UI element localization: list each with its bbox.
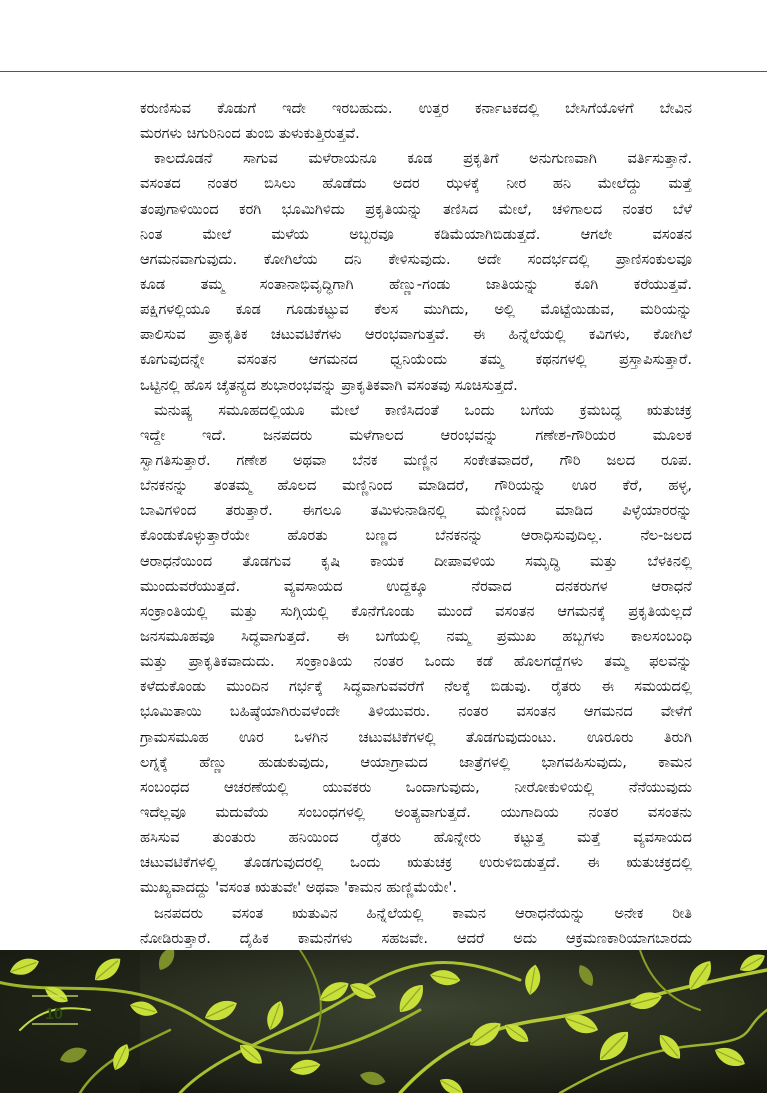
text-line: ಚಟುವಟಿಕೆಗಳಲ್ಲಿ ತೊಡಗುವುದರಲ್ಲಿ ಒಂದು ಋತುಚಕ್ರ ಉರುಳಿಬಿಡುತ್ತದೆ. ಈ ಋತುಚಕ್ರದಲ್ಲಿ (140, 854, 692, 872)
header-rule (0, 71, 767, 72)
text-line: ಕಳೆದುಕೊಂಡು ಮುಂದಿನ ಗರ್ಭಕ್ಕೆ ಸಿದ್ಧವಾಗುವವರೆಗೆ ನೆಲಕ್ಕೆ ಬಿಡುವು. ರೈತರು ಈ ಸಮಯದಲ್ಲಿ (140, 678, 692, 696)
text-line: ಒಟ್ಟಿನಲ್ಲಿ ಹೊಸ ಚೈತನ್ಯದ ಶುಭಾರಂಭವನ್ನು ಪ್ರಾಕೃತಿಕವಾಗಿ ವಸಂತವು ಸೂಚಿಸುತ್ತದೆ. (140, 376, 518, 394)
text-line: ಕೊಂಡುಕೊಳ್ಳುತ್ತಾರೆಯೇ ಹೊರತು ಬಣ್ಣದ ಬೆನಕನನ್ನು ಆರಾಧಿಸುವುದಿಲ್ಲ. ನೆಲ-ಜಲದ (140, 527, 692, 545)
text-line: ಮುಂದುವರೆಯುತ್ತದೆ. ವ್ಯವಸಾಯದ ಉದ್ದಕ್ಕೂ ನೆರವಾದ ದನಕರುಗಳ ಆರಾಧನೆ (140, 577, 692, 595)
page-number: 10 (45, 1006, 63, 1023)
text-line: ಇದ್ದೇ ಇದೆ. ಜನಪದರು ಮಳೆಗಾಲದ ಆರಂಭವನ್ನು ಗಣೇಶ-ಗೌರಿಯರ ಮೂಲಕ (140, 426, 692, 444)
paragraph-4 (140, 901, 692, 951)
text-line: ಕೂಡ ತಮ್ಮ ಸಂತಾನಾಭಿವೃದ್ಧಿಗಾಗಿ ಹೆಣ್ಣು-ಗಂಡು ಜಾತಿಯನ್ನು ಕೂಗಿ ಕರೆಯುತ್ತವೆ. (140, 275, 692, 293)
text-line: ಮತ್ತು ಪ್ರಾಕೃತಿಕವಾದುದು. ಸಂಕ್ರಾಂತಿಯ ನಂತರ ಒಂದು ಕಡೆ ಹೊಲಗದ್ದೆಗಳು ತಮ್ಮ ಫಲವನ್ನು (140, 653, 692, 671)
text-line: ಇದೆಲ್ಲವೂ ಮದುವೆಯ ಸಂಬಂಧಗಳಲ್ಲಿ ಅಂತ್ಯವಾಗುತ್ತದೆ. ಯುಗಾದಿಯ ನಂತರ ವಸಂತನು (140, 803, 692, 821)
text-line: ಕಾಲದೊಡನೆ ಸಾಗುವ ಮಳೆರಾಯನೂ ಕೂಡ ಪ್ರಕೃತಿಗೆ ಅನುಗುಣವಾಗಿ ವರ್ತಿಸುತ್ತಾನೆ. (154, 150, 692, 168)
paragraph-2 (140, 146, 692, 397)
text-line: ತಂಪುಗಾಳಿಯಿಂದ ಕರಗಿ ಭೂಮಿಗಿಳಿದು ಪ್ರಕೃತಿಯನ್ನು ತಣಿಸಿದ ಮೇಲೆ, ಚಳಿಗಾಲದ ನಂತರ ಬೆಳೆ (140, 200, 692, 218)
spring-foliage-photo (0, 950, 767, 1093)
text-line: ಬಾವಿಗಳಿಂದ ತರುತ್ತಾರೆ. ಈಗಲೂ ತಮಿಳುನಾಡಿನಲ್ಲಿ ಮಣ್ಣಿನಿಂದ ಮಾಡಿದ ಪಿಳ್ಳೆಯಾರರನ್ನು (140, 502, 692, 520)
text-line: ಆರಾಧನೆಯಿಂದ ತೊಡಗುವ ಕೃಷಿ ಕಾಯಕ ದೀಪಾವಳಿಯ ಸಮೃದ್ಧಿ ಮತ್ತು ಬೆಳಕಿನಲ್ಲಿ (140, 552, 692, 570)
text-line: ಸ್ವಾಗತಿಸುತ್ತಾರೆ. ಗಣೇಶ ಅಥವಾ ಬೆನಕ ಮಣ್ಣಿನ ಸಂಕೇತವಾದರೆ, ಗೌರಿ ಜಲದ ರೂಪ. (140, 451, 692, 469)
text-line: ಸಂಬಂಧದ ಆಚರಣೆಯಲ್ಲಿ ಯುವಕರು ಒಂದಾಗುವುದು, ನೀರೋಕುಳಿಯಲ್ಲಿ ನೆನೆಯುವುದು (140, 778, 692, 796)
text-line: ಕರುಣಿಸುವ ಕೊಡುಗೆ ಇದೇ ಇರಬಹುದು. ಉತ್ತರ ಕರ್ನಾಟಕದಲ್ಲಿ ಬೇಸಿಗೆಯೊಳಗೆ ಬೇವಿನ (140, 100, 692, 117)
text-line: ನೋಡಿರುತ್ತಾರೆ. ದೈಹಿಕ ಕಾಮನೆಗಳು ಸಹಜವೇ. ಆದರೆ ಅದು ಆಕ್ರಮಣಕಾರಿಯಾಗಬಾರದು (140, 929, 692, 947)
text-line: ವಸಂತದ ನಂತರ ಬಿಸಿಲು ಹೊಡೆದು ಅದರ ಝಳಕ್ಕೆ ನೀರ ಹನಿ ಮೇಲೆದ್ದು ಮತ್ತೆ (140, 175, 692, 193)
body-text (140, 96, 692, 951)
paragraph-1 (140, 96, 692, 146)
paragraph-3 (140, 398, 692, 901)
text-line: ಪಕ್ಷಿಗಳಲ್ಲಿಯೂ ಕೂಡ ಗೂಡುಕಟ್ಟುವ ಕೆಲಸ ಮುಗಿದು, ಅಲ್ಲಿ ಮೊಟ್ಟೆಯಿಡುವ, ಮರಿಯನ್ನು (140, 301, 692, 319)
text-line: ಕೂಗುವುದನ್ನೇ ವಸಂತನ ಆಗಮನದ ಧ್ವನಿಯೆಂದು ತಮ್ಮ ಕಥನಗಳಲ್ಲಿ ಪ್ರಸ್ತಾಪಿಸುತ್ತಾರೆ. (140, 351, 692, 369)
text-line: ಬೆನಕನನ್ನು ತಂತಮ್ಮ ಹೊಲದ ಮಣ್ಣಿನಿಂದ ಮಾಡಿದರೆ, ಗೌರಿಯನ್ನು ಊರ ಕೆರೆ, ಹಳ್ಳ, (140, 477, 692, 495)
text-line: ಲಗ್ನಕ್ಕೆ ಹೆಣ್ಣು ಹುಡುಕುವುದು, ಆಯಾಗ್ರಾಮದ ಜಾತ್ರೆಗಳಲ್ಲಿ ಭಾಗವಹಿಸುವುದು, ಕಾಮನ (140, 753, 692, 771)
text-line: ಮುಖ್ಯವಾದದ್ದು 'ವಸಂತ ಋತುವೇ' ಅಥವಾ 'ಕಾಮನ ಹುಣ್ಣಿಮೆಯೇ'. (140, 879, 458, 897)
text-line: ಜನಪದರು ವಸಂತ ಋತುವಿನ ಹಿನ್ನೆಲೆಯಲ್ಲಿ ಕಾಮನ ಆರಾಧನೆಯನ್ನು ಅನೇಕ ರೀತಿ (154, 904, 692, 922)
text-line: ಸಂಕ್ರಾಂತಿಯಲ್ಲಿ ಮತ್ತು ಸುಗ್ಗಿಯಲ್ಲಿ ಕೊನೆಗೊಂಡು ಮುಂದೆ ವಸಂತನ ಆಗಮನಕ್ಕೆ ಪ್ರಕೃತಿಯಲ್ಲದೆ (140, 602, 692, 620)
text-line: ಪಾಲಿಸುವ ಪ್ರಾಕೃತಿಕ ಚಟುವಟಿಕೆಗಳು ಆರಂಭವಾಗುತ್ತವೆ. ಈ ಹಿನ್ನೆಲೆಯಲ್ಲಿ ಕವಿಗಳು, ಕೋಗಿಲೆ (140, 326, 692, 344)
text-line: ಆಗಮನವಾಗುವುದು. ಕೋಗಿಲೆಯ ದನಿ ಕೇಳಿಸುವುದು. ಅದೇ ಸಂದರ್ಭದಲ್ಲಿ ಪ್ರಾಣಿಸಂಕುಲವೂ (140, 250, 692, 268)
text-line: ಮರಗಳು ಚಿಗುರಿನಿಂದ ತುಂಬಿ ತುಳುಕುತ್ತಿರುತ್ತವೆ. (140, 125, 360, 143)
text-line: ಮನುಷ್ಯ ಸಮೂಹದಲ್ಲಿಯೂ ಮೇಲೆ ಕಾಣಿಸಿದಂತೆ ಒಂದು ಬಗೆಯ ಕ್ರಮಬದ್ಧ ಋತುಚಕ್ರ (154, 401, 692, 419)
text-line: ಜನಸಮೂಹವೂ ಸಿದ್ಧವಾಗುತ್ತದೆ. ಈ ಬಗೆಯಲ್ಲಿ ನಮ್ಮ ಪ್ರಮುಖ ಹಬ್ಬಗಳು ಕಾಲಸಂಬಂಧಿ (140, 627, 692, 645)
text-line: ಹಸಿಸುವ ತುಂತುರು ಹನಿಯಿಂದ ರೈತರು ಹೊನ್ನೇರು ಕಟ್ಟುತ್ತ ಮತ್ತೆ ವ್ಯವಸಾಯದ (140, 829, 692, 847)
text-line: ನಿಂತ ಮೇಲೆ ಮಳೆಯ ಅಬ್ಬರವೂ ಕಡಿಮೆಯಾಗಿಬಿಡುತ್ತದೆ. ಆಗಲೇ ವಸಂತನ (140, 225, 692, 243)
text-line: ಗ್ರಾಮಸಮೂಹ ಊರ ಒಳಗಿನ ಚಟುವಟಿಕೆಗಳಲ್ಲಿ ತೊಡಗುವುದುಂಟು. ಊರೂರು ತಿರುಗಿ (140, 728, 692, 746)
text-line: ಭೂಮಿತಾಯಿ ಬಹಿಷ್ಠೆಯಾಗಿರುವಳೆಂದೇ ತಿಳಿಯುವರು. ನಂತರ ವಸಂತನ ಆಗಮನದ ವೇಳೆಗೆ (140, 703, 692, 721)
